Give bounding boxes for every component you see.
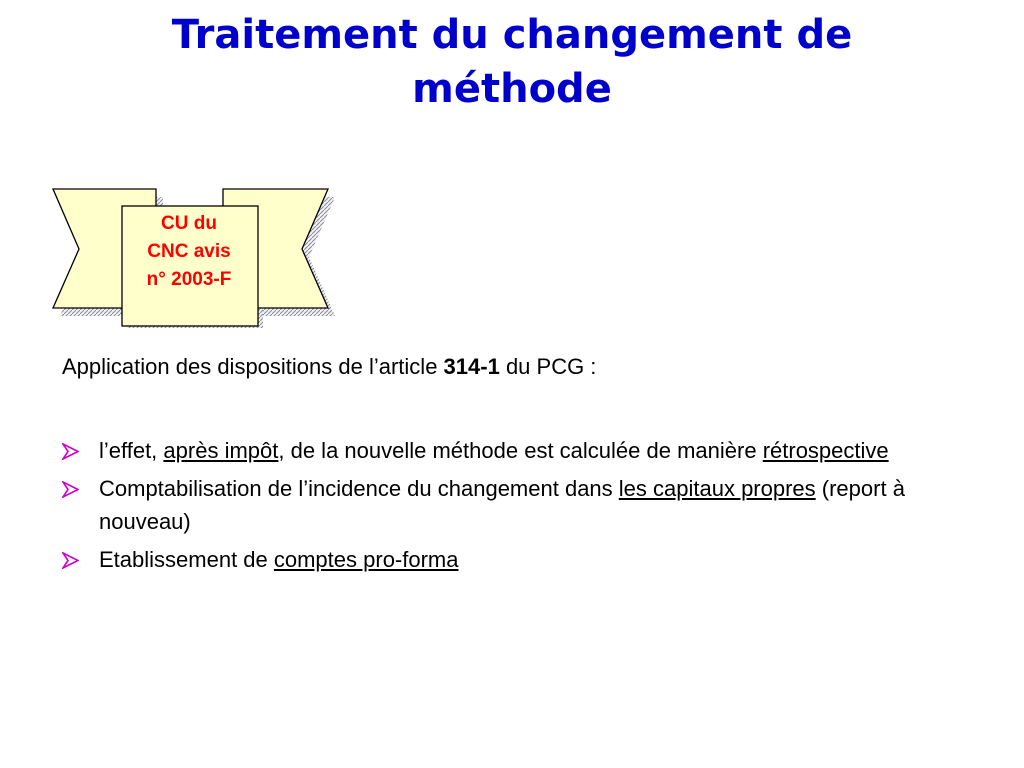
slide-title: Traitement du changement de méthode [171, 12, 853, 112]
bullet-item [62, 543, 982, 576]
bullet-underlined-term: comptes pro-forma [273, 547, 459, 572]
intro-paragraph [62, 352, 982, 382]
bullet-underlined-term: rétrospective [762, 438, 889, 463]
cnc-notice-banner [40, 182, 340, 332]
bullet-item [62, 472, 982, 538]
banner-text [122, 210, 256, 294]
bullet-text: Etablissement de [99, 547, 274, 572]
banner-line-3: n° 2003-F [146, 269, 232, 290]
intro-text-before: Application des dispositions de l’article [62, 354, 444, 379]
bullet-text: l’effet, [99, 438, 164, 463]
intro-text-after: du PCG : [499, 354, 597, 379]
bullet-text: (report à nouveau) [99, 476, 905, 534]
bullet-list [62, 434, 982, 581]
banner-line-1: CU du [161, 213, 217, 234]
bullet-text: , de la nouvelle méthode est calculée de manière [278, 438, 763, 463]
article-number: 314-1 [443, 354, 500, 379]
bullet-underlined-term: les capitaux propres [618, 476, 816, 501]
bullet-item [62, 434, 982, 467]
arrow-bullet-icon [62, 481, 79, 498]
bullet-underlined-term: après impôt [163, 438, 279, 463]
arrow-bullet-icon [62, 552, 79, 569]
arrow-bullet-icon [62, 443, 79, 460]
banner-line-2: CNC avis [147, 241, 231, 262]
bullet-text: Comptabilisation de l’incidence du changement dans [99, 476, 619, 501]
